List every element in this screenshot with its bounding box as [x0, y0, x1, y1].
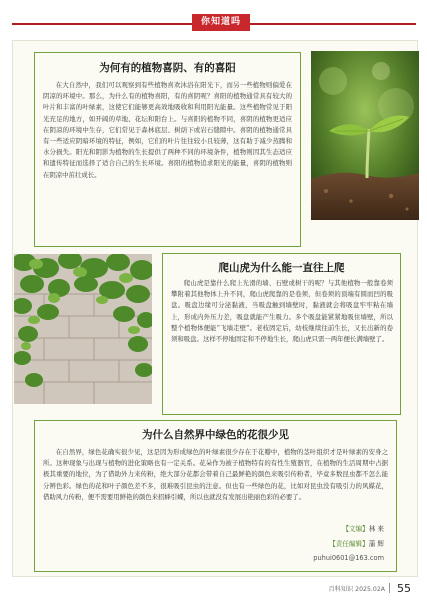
credit-role: 【责任编辑】	[329, 540, 369, 548]
seedling-photo	[311, 51, 419, 220]
credit-name: 蒲 辉	[368, 540, 384, 548]
footer-divider	[389, 583, 390, 593]
article-title: 为何有的植物喜阴、有的喜阳	[99, 62, 236, 74]
article-green-flowers	[34, 420, 397, 572]
article-title: 为什么自然界中绿色的花很少见	[142, 429, 289, 441]
credit-editor	[329, 538, 384, 548]
credit-role: 【文编】	[342, 525, 369, 533]
publication-info: 百科知识 2025.02A	[328, 586, 385, 593]
seedling-image	[311, 51, 419, 220]
column-tag: 你知道吗	[192, 14, 250, 31]
credit-writer	[342, 523, 384, 533]
article-shade-sun-plants	[34, 52, 301, 247]
article-body: 在自然界，绿色花确实很少见，这是因为形成绿色的叶绿素很少存在于花瓣中，植物的茎叶组织才是叶绿素的安身之所。这种现象与出现与植物的进化策略也有一定关系。花朵作为被子植物特有的有性生殖器官，在植物的生活周期中占据极其重要的地位，为了借助外力来传粉，绝大部分花都会带着自己最鲜艳的颜色来吸引传粉者，毕竟多数昆虫都不怎么能分辨色彩。绿色的花和叶子颜色差不多，很难吸引昆虫的注意。但也有一些绿色的花，比如对昆虫没有吸引力的风媒花，借助风力传粉，便不需要用鲜艳的颜色来招蜂引蝶，所以也就没有发展出艳丽色彩的必要了。	[43, 448, 388, 501]
page-footer	[328, 582, 411, 595]
editor-email: puhui0601@163.com	[313, 554, 384, 562]
page-number: 55	[397, 582, 411, 595]
article-ivy-climbing	[162, 253, 401, 415]
ivy-wall-image	[14, 254, 152, 404]
article-body: 爬山虎是靠什么爬上光滑的墙、石壁或树干的呢？与其他植物一般靠卷须攀附着其他物体上升不同，爬山虎爬靠的是卷须，但卷须的顶端有圆而凹的吸盘。吸盘边缘可分泌黏液，当吸盘触到墙壁时，黏液就会将吸盘牢牢粘在墙上，形成内外压力差，吸盘就能产生吸力。多个吸盘能紧紧地吸住墙壁，所以整个植物体便能“飞墙走壁”。老枝固定后，幼枝继续往前生长，又长出新的卷须和吸盘。这样不停地固定和不停地生长，爬山虎只需一两年便长满墙壁了。	[171, 279, 393, 344]
article-body: 在大自然中，我们可以观察到有些植物喜欢沐浴在阳光下，而另一些植物则偏爱在阴凉的环境中。那么，为什么有的植物喜阳，有的喜阴呢？喜阳的植物通常具有较大的叶片和丰富的叶绿素，这使它们能够更高效地吸收和利用阳光能量。这些植物常见于阳光充足的地方，如开阔的草地、花坛和阳台上。与喜阳的植物不同，喜阴的植物更适应在阴凉的环境中生存，它们常见于森林底层、树荫下或岩石缝隙中。喜阴的植物通常具有一些适应阴暗环境的特征，例如，它们的叶片往往较小且较薄，这有助于减少蒸腾和水分损失。阳光和阴影为植物的生长提供了两种不同的环境条件，植物则因其生态适应和遗传特征而选择了适合自己的生长环境。喜阳的植物追求阳光的能量，喜阴的植物则在阴凉中茁壮成长。	[43, 81, 292, 179]
ivy-wall-photo	[14, 254, 152, 404]
article-title: 爬山虎为什么能一直往上爬	[218, 262, 345, 274]
credit-name: 林 来	[368, 525, 384, 533]
